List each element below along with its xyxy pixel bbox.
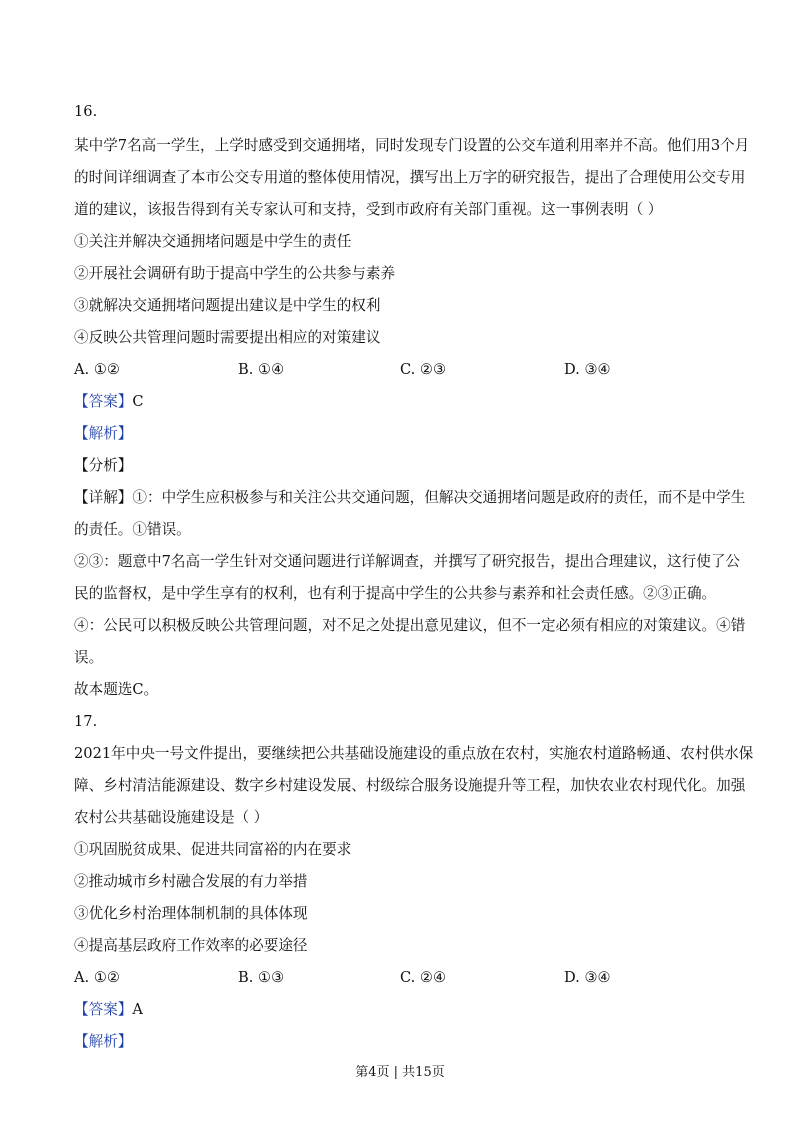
question-16-conclusion: 故本题选C。 — [74, 681, 159, 698]
question-16-option-b: B. ①④ — [238, 361, 285, 378]
answer-tag: 【答案】 — [74, 393, 133, 410]
question-17-option-b: B. ①③ — [238, 969, 285, 986]
analysis-text: ①：中学生应积极参与和关注公共交通问题，但解决交通拥堵问题是政府的责任，而不是中学生 — [132, 489, 746, 506]
question-16-stem-line: 某中学7名高一学生，上学时感受到交通拥堵，同时发现专门设置的公交车道利用率并不高。他们用3个月 — [74, 137, 750, 154]
question-16-option-a: A. ①② — [74, 361, 120, 378]
question-16-analysis-line — [74, 488, 746, 508]
question-17-statement: ②推动城市乡村融合发展的有力举措 — [74, 873, 308, 890]
question-16-analysis-line: 民的监督权，是中学生享有的权利，也有利于提高中学生的公共参与素养和社会责任感。②③正确。 — [74, 585, 717, 602]
question-17-option-c: C. ②④ — [400, 969, 447, 986]
question-17-statement: ③优化乡村治理体制机制的具体体现 — [74, 905, 308, 922]
xiangjie-tag: 【详解】 — [74, 489, 133, 506]
question-16-statement: ①关注并解决交通拥堵问题是中学生的责任 — [74, 233, 352, 250]
jiexi-tag: 【解析】 — [74, 425, 133, 442]
question-16-analysis-line: ②③：题意中7名高一学生针对交通问题进行详解调查，并撰写了研究报告，提出合理建议，这行使了公 — [74, 553, 741, 570]
question-16-option-d: D. ③④ — [564, 361, 611, 378]
answer-value: C — [132, 393, 144, 410]
question-17-number: 17. — [74, 713, 98, 730]
question-17-stem-line: 障、乡村清洁能源建设、数字乡村建设发展、村级综合服务设施提升等工程，加快农业农村现代化。加强 — [74, 777, 746, 794]
question-17-statement: ①巩固脱贫成果、促进共同富裕的内在要求 — [74, 841, 352, 858]
question-16-statement: ④反映公共管理问题时需要提出相应的对策建议 — [74, 329, 381, 346]
question-16-option-c: C. ②③ — [400, 361, 447, 378]
question-17-stem-line: 农村公共基础设施建设是（ ） — [74, 809, 269, 826]
question-16-analysis-line: 误。 — [74, 649, 104, 666]
question-16-number: 16. — [74, 103, 98, 120]
question-16-answer — [74, 392, 144, 412]
answer-tag: 【答案】 — [74, 1001, 133, 1018]
question-17-stem-line: 2021年中央一号文件提出，要继续把公共基础设施建设的重点放在农村，实施农村道路畅通、农村供水保 — [74, 745, 754, 762]
jiexi-tag: 【解析】 — [74, 1033, 133, 1050]
question-16-analysis-line: ④：公民可以积极反映公共管理问题，对不足之处提出意见建议，但不一定必须有相应的对策建议。④错 — [74, 617, 746, 634]
answer-value: A — [132, 1001, 143, 1018]
question-16-statement: ③就解决交通拥堵问题提出建议是中学生的权利 — [74, 297, 381, 314]
question-17-option-a: A. ①② — [74, 969, 120, 986]
question-17-option-d: D. ③④ — [564, 969, 611, 986]
question-16-analysis-line: 的责任。①错误。 — [74, 521, 191, 538]
question-16-stem-line: 道的建议，该报告得到有关专家认可和支持，受到市政府有关部门重视。这一事例表明（ ） — [74, 201, 663, 218]
question-17-answer — [74, 1000, 143, 1020]
fenxi-tag: 【分析】 — [74, 457, 133, 474]
question-16-stem-line: 的时间详细调查了本市公交专用道的整体使用情况，撰写出上万字的研究报告，提出了合理使用公交专用 — [74, 169, 746, 186]
page-footer: 第4页 | 共15页 — [355, 1065, 445, 1080]
question-16-statement: ②开展社会调研有助于提高中学生的公共参与素养 — [74, 265, 396, 282]
question-17-statement: ④提高基层政府工作效率的必要途径 — [74, 937, 308, 954]
